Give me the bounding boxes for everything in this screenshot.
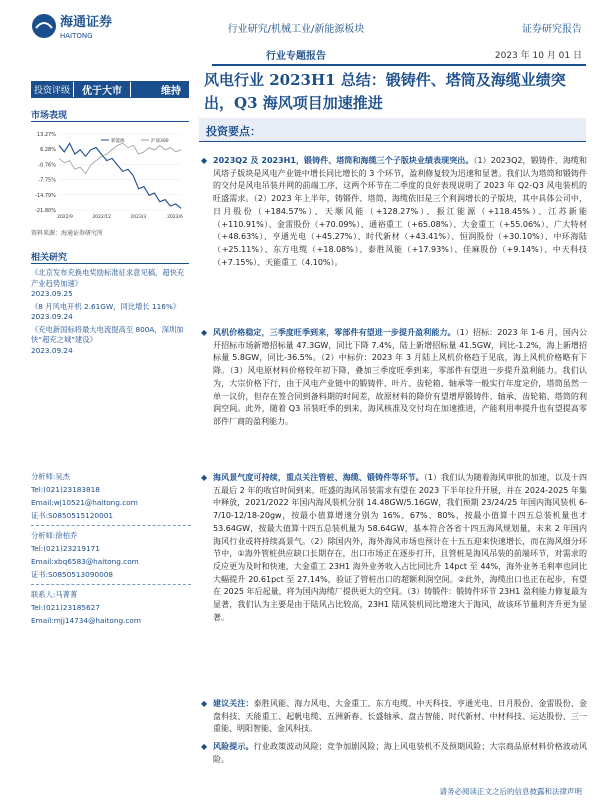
analyst-separator: [31, 584, 191, 585]
analyst-block: [31, 470, 191, 627]
point-heading: 风机价格稳定，三季度旺季到来，零部件有望进一步提升盈利能力。: [213, 328, 456, 337]
logo-text: 海通证券: [60, 15, 113, 30]
y-tick-label: -0.76%: [38, 162, 56, 169]
y-tick-label: -14.79%: [35, 192, 56, 199]
point-text: 泰胜风能、海力风电、大金重工、东方电缆、中天科技、亨通光电、日月股份、金雷股份、金盘科技、天能重工、起帆电缆、五洲新春、长盛轴承、盘古智能、时代新材、中材科技、运达股份、三一重能、明阳智能、金风科技。: [213, 699, 588, 734]
industry-path: 行业研究/机械工业/新能源板块: [227, 24, 365, 35]
header-rule: [212, 64, 586, 66]
footer-disclaimer: 请务必阅读正文之后的信息披露和法律声明: [439, 787, 582, 796]
point-heading: 风险提示。: [213, 742, 254, 751]
x-tick-label: 2023/6: [167, 215, 183, 220]
analyst-email[interactable]: Email:xbq6583@haitong.com: [31, 557, 139, 566]
report-type: 行业专题报告: [266, 51, 326, 62]
header-center: [216, 20, 376, 62]
logo-sub: HAITONG: [60, 32, 93, 40]
report-date: 2023 年 10 月 01 日: [494, 51, 582, 61]
x-tick-label: 2023/3: [130, 215, 147, 220]
series-line-0: [59, 143, 181, 208]
analyst-name: 分析师:吴杰: [31, 472, 70, 481]
y-tick-label: 6.28%: [40, 147, 56, 154]
point-performance: [201, 155, 587, 269]
related-rule: [31, 263, 189, 264]
point-text: 行业政策波动风险；竞争加剧风险；海上风电装机不及预期风险；大宗商品原材料价格波动风险。: [213, 742, 588, 764]
y-tick-label: -21.80%: [35, 208, 56, 214]
analyst-separator: [31, 525, 191, 526]
related-item[interactable]: 《8 月风电开机 2.61GW，同比增长 116%》 2023.09.24: [31, 301, 181, 321]
point-heading: 海风景气度可持续，重点关注管桩、海缆、锻铸件等环节。: [213, 473, 424, 482]
bullet-icon: ◆: [201, 699, 208, 708]
key-points-label: 投资要点：: [206, 125, 261, 138]
point-recommend: [201, 698, 587, 736]
analyst-tel: Tel:(021)23185627: [31, 603, 100, 612]
point-offshore: [201, 472, 587, 624]
rating-value: 优于大市: [73, 82, 131, 97]
analyst-email[interactable]: Email:mjj14734@haitong.com: [31, 616, 141, 625]
rating-bar: [31, 81, 189, 98]
bullet-icon: ◆: [201, 328, 208, 337]
bullet-icon: ◆: [201, 156, 208, 165]
point-heading: 2023Q2 及 2023H1，锻铸件、塔筒和海缆三个子版块业绩表现突出。: [213, 156, 474, 165]
point-heading: 建议关注：: [213, 699, 254, 708]
point-pricing: [201, 327, 587, 429]
point-risk: [201, 741, 587, 766]
legend-label: 沪深300: [151, 139, 169, 144]
bullet-icon: ◆: [201, 473, 208, 482]
bullet-icon: ◆: [201, 742, 208, 751]
haitong-logo: [28, 6, 138, 48]
analyst-cert: 证书:S0850515120001: [31, 511, 114, 520]
analyst-cert: 证书:S0850513090008: [31, 570, 114, 579]
analyst-name: 联系人:马菁菁: [31, 590, 78, 599]
related-list: [31, 268, 191, 358]
rating-label: 投资评级: [34, 86, 71, 96]
x-tick-label: 2022/9: [57, 215, 73, 220]
analyst-name: 分析师:徐柏乔: [31, 531, 78, 540]
related-title: 相关研究: [31, 253, 68, 263]
rating-status: 维持: [161, 86, 181, 97]
x-tick-label: 2022/12: [92, 215, 112, 220]
analyst-tel: Tel:(021)23183818: [31, 485, 100, 494]
market-chart: [31, 126, 189, 226]
analyst-email[interactable]: Email:wj10521@haitong.com: [31, 498, 138, 507]
series-line-1: [59, 143, 181, 173]
chart-source: 资料来源：海通证券研究所: [31, 230, 104, 237]
related-item[interactable]: 《充电新国标将最大电流提高至 800A，深圳加快“超充之城”建设》 2023.09.24: [31, 324, 184, 355]
point-text: （1）招标：2023 年 1-6 月，国内公开招标市场新增招标量 47.3GW，同比下降 7.4%，陆上新增招标量 41.5GW，同比-1.2%，海上新增招标量 5.8GW，同比-36.5%。（2）中标价：2023 年 3 月陆上风机价格趋于见底，海上风机价格略有下降。（3）风电原材料价格较年初下降，叠加三季度旺季到来，零部件有望进一步提升盈利能力。我们认为，大宗价格下行，由于风电产业链中的锻铸件、叶片、齿轮箱、轴承等一般实行年度定价，塔筒虽然一单一议价，但存在签合同到备料期的时间差，故原材料的降价有望增厚锻铸件、轴承、齿轮箱、塔筒的利润空间。此外，随着 Q3 吊装旺季的到来，海风核准及交付均在加速推进，产能利用率提升也有望提高零部件厂商的盈利能力。: [213, 328, 587, 426]
related-item[interactable]: 《北京发布充换电奖励标准征求意见稿，超快充产业趋势加速》 2023.09.25: [31, 268, 185, 298]
y-tick-label: -7.75%: [38, 177, 56, 184]
key-points-header: [199, 118, 586, 142]
market-rule: [31, 121, 189, 122]
market-title: 市场表现: [31, 111, 68, 121]
header-right: [495, 20, 582, 61]
point-text: （1）2023Q2，锻铸件、海缆和风塔子版块是风电产业链中增长同比增长的 3 个环节，盈利修复较为迅速和显著。我们认为塔筒和锻铸件的交付是风电吊装并网的前端工序，这两个环节在二季度的良好表现说明了 2023 年 Q2-Q3 风电装机的旺盛需求。（2）2023 年上半年，铸锻件、塔筒、海缆依旧是三个利润增长的子版块，其中具体公司中，日月股份（+184.57%）、天顺风能（+128.27%）、振江能源（+118.45%）、江苏新能（+110.91%）、金雷股份（+70.09%）、通裕重工（+65.08%）、大金重工（+55.06%）、广大特材（+48.63%）、亨通光电（+45.27%）、时代新材（+43.41%）、恒润股份（+30.10%）、中环海陆（+25.11%）、东方电缆（+18.08%）、泰胜风能（+17.93%）、佳麻股份（+9.14%）、中天科技（+7.15%）、天能重工（4.10%）。: [213, 156, 587, 267]
legend-label: 新能源: [111, 139, 125, 144]
y-tick-label: 13.27%: [36, 132, 56, 138]
point-text: （1）我们认为随着海风审批的加速，以及十四五最后 2 年的收官时间到来，旺盛的海风吊装需求有望在 2023 下半年拉升开展，并在 2024-2025 年集中释放，2021/2022 年国内海风装机分别 14.48GW/5.16GW，我们预期 23/24/25 年国内海风装机 6-7/10-12/18-20gw，按最小值算增速分别为 16%、67%、80%，按最小值算十四五总装机量也才 53.64GW，按最大值算十四五总装机量为 58.64GW，基本符合各省十四五海风规划量，未来 2 年国内海风行业或将持续高景气。（2）除国内外，海外海风市场也预计在十五五迎来快速增长，而在海风细分环节中，①海外管桩供应缺口长期存在，出口市场正在逐步打开，且管桩是海风吊装的前端环节，对需求的反应更为及时和快速，大金重工 23H1 海外业务收入占比同比升 14pct 至 44%，海外业务毛利率也同比大幅提升 20.61pct 至 27.14%，验证了管桩出口的超额利润空间。②此外，海缆出口也正在起步，有望在 2025 年后起量，将为国内海缆厂提供更大的空间。（3）铸锻件：锻铸件环节 23H1 盈利能力修复最为显著，我们认为主要是由于陆风占比较高，23H1 陆风装机同比增速大于海风，故该环节量利齐升更为显著。: [213, 473, 588, 622]
analyst-tel: Tel:(021)23219171: [31, 544, 100, 553]
brand-label: 证券研究报告: [522, 24, 582, 35]
report-title: 风电行业 2023H1 总结：锻铸件、塔筒及海缆业绩突出，Q3 海风项目加速推进: [204, 71, 566, 112]
